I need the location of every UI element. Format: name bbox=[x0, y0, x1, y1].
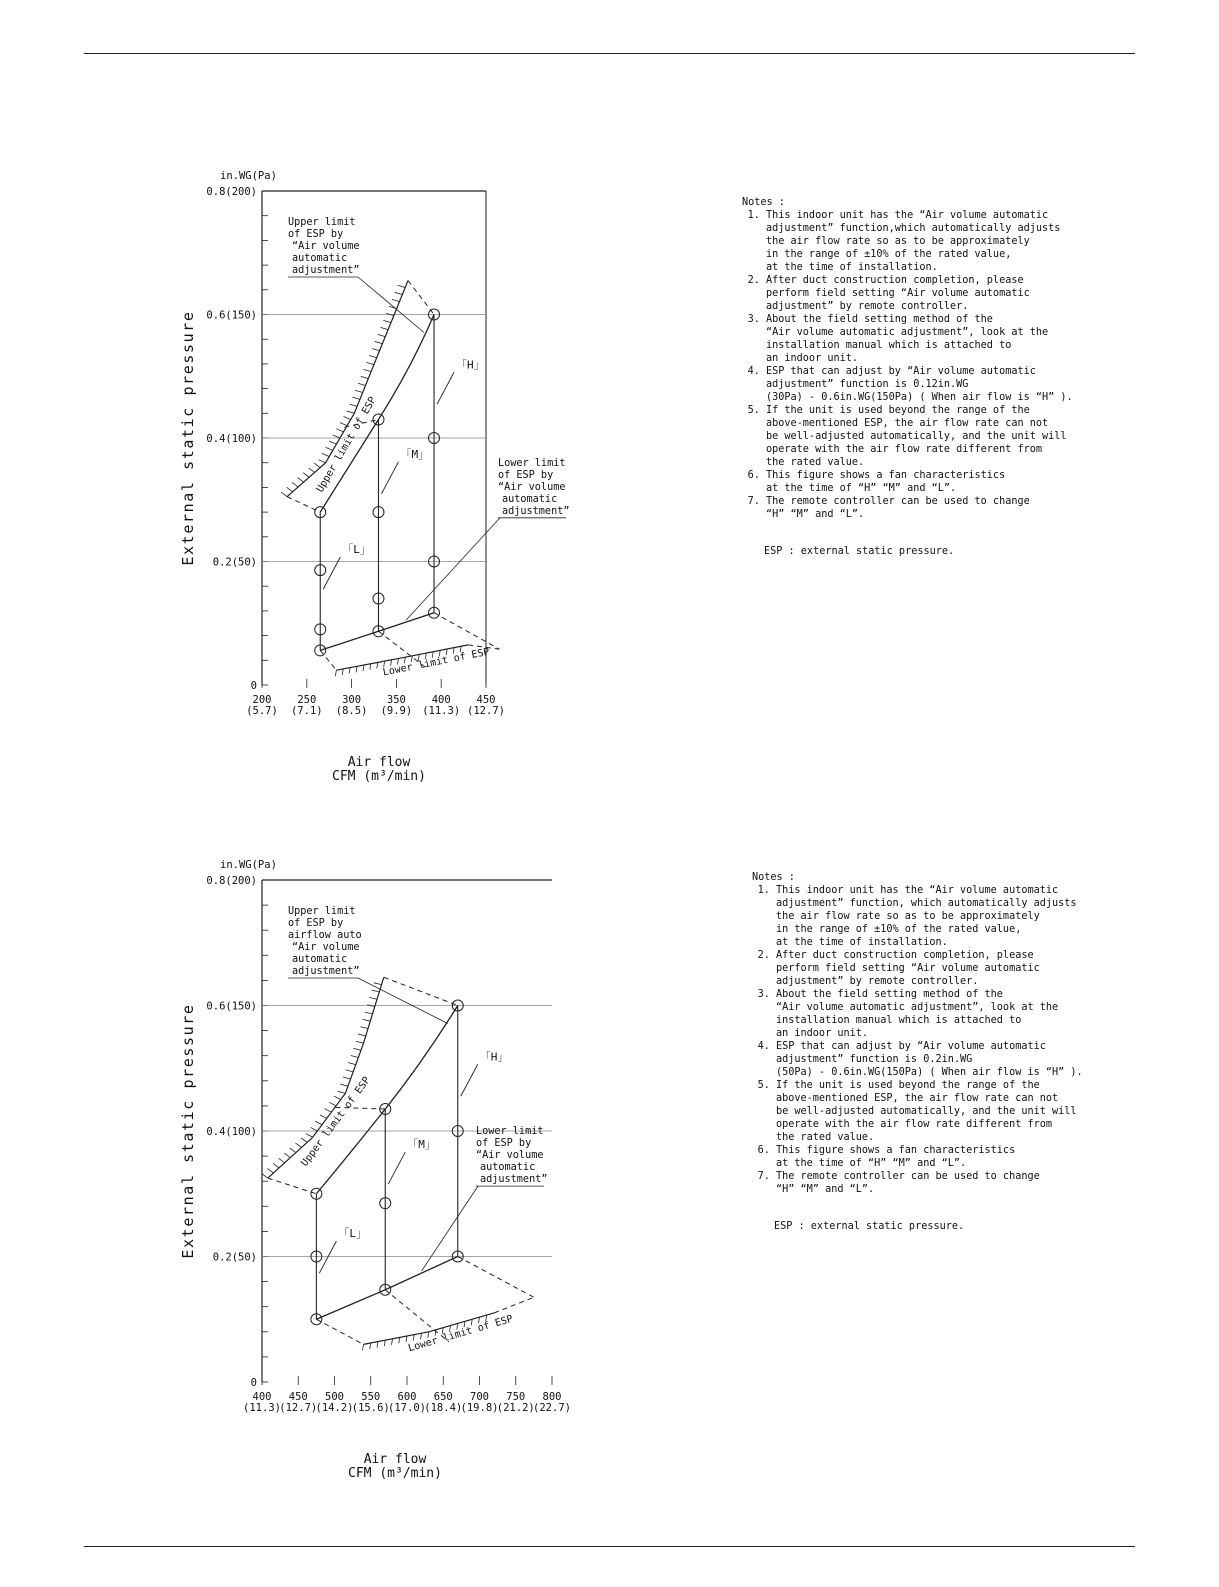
upper-limit-hatch bbox=[340, 1084, 348, 1086]
upper-limit-hatch bbox=[306, 1134, 313, 1138]
upper-limit-annotation: adjustment” bbox=[292, 966, 360, 977]
notes-bottom bbox=[752, 871, 1172, 1233]
lower-limit-annotation: “Air volume bbox=[498, 481, 566, 493]
upper-limit-hatch bbox=[348, 1063, 356, 1065]
upper-limit-hatch bbox=[273, 1163, 279, 1167]
series-label-h: 「H」 bbox=[456, 358, 485, 372]
lower-limit-annotation: adjustment” bbox=[480, 1174, 548, 1186]
upper-limit-hatch bbox=[360, 1027, 368, 1029]
x-axis-unit: CFM (m³/min) bbox=[348, 1466, 442, 1481]
y-unit-label: in.WG(Pa) bbox=[220, 859, 277, 871]
x-tick-label: 200 bbox=[252, 694, 272, 706]
upper-limit-hatch bbox=[315, 1121, 322, 1125]
lower-limit-hatch bbox=[406, 1336, 407, 1342]
lower-limit-curve bbox=[316, 1257, 457, 1320]
upper-limit-curve bbox=[316, 1006, 457, 1194]
dashed-connector bbox=[458, 1257, 534, 1298]
note-item: 4. ESP that can adjust by “Air volume automatic adjustment” function is 0.12in.WG (30Pa) - 0.6in.WG(150Pa) ( When air flow is “H” ). bbox=[766, 365, 1162, 404]
note-item: 1. This indoor unit has the “Air volume automatic adjustment” function,which automatically adjusts the air flow rate so as to be approximately in the range of ±10% of the rated value, at the time of installation. bbox=[766, 209, 1162, 274]
note-item: 7. The remote controller can be used to change “H” “M” and “L”. bbox=[766, 495, 1162, 521]
lower-limit-annotation: of ESP by bbox=[498, 469, 554, 481]
lower-limit-annotation: of ESP by bbox=[476, 1138, 532, 1150]
dashed-connector bbox=[494, 1297, 534, 1313]
y-axis-title: External static pressure bbox=[179, 1003, 197, 1259]
esp-definition: ESP : external static pressure. bbox=[774, 1221, 965, 1232]
y-tick-label: 0 bbox=[250, 680, 257, 692]
lower-limit-hatch bbox=[399, 1337, 400, 1343]
series-label-m: 「M」 bbox=[400, 447, 430, 461]
lower-limit-hatch bbox=[421, 1333, 422, 1339]
dashed-connector bbox=[316, 1319, 363, 1344]
lower-limit-annotation: automatic bbox=[480, 1162, 536, 1174]
upper-limit-hatch bbox=[343, 1077, 351, 1079]
x-tick-label: 450 bbox=[288, 1391, 308, 1403]
upper-limit-hatch bbox=[329, 1102, 336, 1106]
lower-limit-band-label: Lower limit of ESP bbox=[407, 1313, 515, 1355]
upper-limit-annotation: “Air volume bbox=[292, 942, 360, 953]
x-tick-label: 300 bbox=[342, 694, 362, 706]
upper-limit-hatch bbox=[358, 1034, 366, 1036]
series-leader bbox=[461, 1064, 478, 1096]
esp-definition: ESP : external static pressure. bbox=[764, 546, 955, 557]
upper-limit-band-label: Upper limit of ESP bbox=[314, 395, 379, 495]
x-tick-sublabel: (22.7) bbox=[533, 1402, 571, 1414]
upper-limit-hatch bbox=[365, 1012, 373, 1014]
x-tick-label: 550 bbox=[361, 1391, 381, 1403]
upper-limit-hatch bbox=[372, 990, 380, 992]
upper-limit-annotation: automatic bbox=[292, 253, 348, 264]
y-tick-label: 0.2(50) bbox=[212, 1251, 257, 1264]
x-tick-sublabel: (18.4) bbox=[424, 1402, 463, 1414]
upper-limit-hatch bbox=[284, 1153, 290, 1157]
upper-limit-hatch bbox=[353, 1048, 361, 1050]
y-tick-label: 0.2(50) bbox=[212, 556, 257, 569]
x-tick-label: 700 bbox=[470, 1391, 489, 1403]
upper-limit-hatch bbox=[295, 1143, 301, 1147]
lower-limit-hatch bbox=[413, 1335, 414, 1341]
upper-limit-hatch bbox=[334, 1096, 341, 1100]
upper-limit-hatch bbox=[356, 1041, 364, 1043]
lower-limit-annotation: adjustment” bbox=[502, 505, 570, 517]
x-tick-sublabel: (19.8) bbox=[460, 1402, 499, 1414]
x-tick-sublabel: (11.3) bbox=[243, 1402, 281, 1414]
note-item: 6. This figure shows a fan characteristics at the time of “H” “M” and “L”. bbox=[776, 1144, 1172, 1170]
y-tick-label: 0.6(150) bbox=[206, 309, 257, 322]
series-label-l: 「L」 bbox=[338, 1227, 367, 1241]
lower-limit-hatch bbox=[384, 1340, 385, 1346]
upper-limit-hatch bbox=[290, 1148, 296, 1152]
upper-limit-annotation: adjustment” bbox=[292, 265, 360, 276]
upper-limit-hatch bbox=[345, 1070, 353, 1072]
y-axis-title: External static pressure bbox=[179, 310, 197, 566]
x-tick-sublabel: (12.7) bbox=[279, 1402, 318, 1414]
upper-limit-annotation: airflow auto bbox=[288, 930, 362, 941]
upper-limit-annotation: Upper limit bbox=[288, 217, 356, 228]
upper-limit-hatch bbox=[320, 1115, 327, 1119]
upper-limit-annotation: automatic bbox=[292, 954, 348, 965]
lower-limit-hatch bbox=[377, 1342, 378, 1348]
x-tick-label: 400 bbox=[252, 1391, 272, 1403]
upper-limit-band-label: Upper limit of ESP bbox=[299, 1075, 373, 1169]
note-item: 2. After duct construction completion, please perform field setting “Air volume automatic adjustment” by remote controller. bbox=[766, 274, 1162, 313]
notes-top bbox=[742, 196, 1162, 558]
y-tick-label: 0.4(100) bbox=[206, 1126, 257, 1138]
x-tick-label: 400 bbox=[431, 694, 451, 706]
series-label-h: 「H」 bbox=[479, 1050, 509, 1064]
notes-title: Notes : bbox=[752, 872, 795, 883]
note-item: 3. About the field setting method of the “Air volume automatic adjustment”, look at the installation manual which is attached to an indoor unit. bbox=[766, 313, 1162, 365]
upper-limit-annotation: of ESP by bbox=[288, 918, 344, 929]
note-item: 2. After duct construction completion, please perform field setting “Air volume automatic adjustment” by remote controller. bbox=[776, 949, 1172, 988]
upper-limit-hatch bbox=[363, 1019, 371, 1021]
x-tick-label: 800 bbox=[542, 1391, 562, 1403]
note-item: 1. This indoor unit has the “Air volume automatic adjustment” function, which automatically adjusts the air flow rate so as to be approximately in the range of ±10% of the rated value, at the time of installation. bbox=[776, 884, 1172, 949]
upper-limit-hatch bbox=[262, 1174, 268, 1178]
x-tick-label: 500 bbox=[325, 1391, 344, 1403]
lower-limit-annotation: Lower limit bbox=[476, 1126, 544, 1138]
lower-limit-band-label: Lower limit of ESP bbox=[382, 646, 491, 679]
x-tick-sublabel: (17.0) bbox=[388, 1402, 426, 1414]
x-tick-sublabel: (5.7) bbox=[246, 705, 278, 717]
upper-limit-hatch bbox=[369, 997, 377, 999]
lower-limit-annotation: automatic bbox=[502, 493, 558, 505]
lower-limit-hatch bbox=[392, 1339, 393, 1345]
series-leader bbox=[388, 1152, 405, 1184]
upper-limit-hatch bbox=[325, 1109, 332, 1113]
x-tick-sublabel: (9.9) bbox=[380, 705, 413, 717]
notes-title: Notes : bbox=[742, 197, 785, 208]
upper-limit-hatch bbox=[279, 1158, 285, 1162]
lower-limit-annotation: Lower limit bbox=[498, 457, 566, 469]
y-tick-label: 0.4(100) bbox=[206, 433, 257, 445]
x-axis-unit: CFM (m³/min) bbox=[332, 769, 426, 784]
notes-list bbox=[742, 209, 1162, 521]
series-label-l: 「L」 bbox=[342, 543, 371, 557]
note-item: 7. The remote controller can be used to change “H” “M” and “L”. bbox=[776, 1170, 1172, 1196]
y-tick-label: 0 bbox=[250, 1377, 257, 1389]
note-item: 6. This figure shows a fan characteristics at the time of “H” “M” and “L”. bbox=[766, 469, 1162, 495]
x-tick-sublabel: (11.3) bbox=[422, 705, 461, 717]
notes-list bbox=[752, 884, 1172, 1196]
x-tick-label: 450 bbox=[476, 694, 496, 706]
y-tick-label: 0.8(200) bbox=[206, 875, 257, 887]
x-tick-sublabel: (14.2) bbox=[315, 1402, 354, 1414]
dashed-connector bbox=[384, 977, 458, 1005]
x-tick-sublabel: (8.5) bbox=[335, 705, 368, 717]
upper-limit-annotation: “Air volume bbox=[292, 241, 360, 252]
upper-limit-hatch bbox=[374, 983, 382, 985]
y-tick-label: 0.8(200) bbox=[206, 186, 257, 198]
upper-limit-annotation: of ESP by bbox=[288, 229, 344, 240]
x-tick-label: 750 bbox=[506, 1391, 526, 1403]
x-tick-label: 250 bbox=[297, 694, 317, 706]
y-unit-label: in.WG(Pa) bbox=[220, 170, 277, 182]
x-tick-label: 600 bbox=[397, 1391, 417, 1403]
x-tick-label: 350 bbox=[386, 694, 406, 706]
note-item: 4. ESP that can adjust by “Air volume automatic adjustment” function is 0.2in.WG (50Pa) - 0.6in.WG(150Pa) ( When air flow is “H” ). bbox=[776, 1040, 1172, 1079]
note-item: 3. About the field setting method of the “Air volume automatic adjustment”, look at the installation manual which is attached to an indoor unit. bbox=[776, 988, 1172, 1040]
upper-limit-hatch bbox=[267, 1169, 273, 1173]
upper-limit-hatch bbox=[338, 1091, 346, 1093]
note-item: 5. If the unit is used beyond the range of the above-mentioned ESP, the air flow rate can not be well-adjusted automatically, and the unit will operate with the air flow rate different from the rated value. bbox=[776, 1079, 1172, 1144]
upper-limit-hatch bbox=[351, 1055, 359, 1057]
annotation-leader bbox=[422, 1186, 479, 1271]
x-tick-label: 650 bbox=[433, 1391, 453, 1403]
x-axis-title: Air flow bbox=[363, 1452, 427, 1467]
y-tick-label: 0.6(150) bbox=[206, 1000, 257, 1013]
x-tick-sublabel: (15.6) bbox=[351, 1402, 390, 1414]
x-tick-sublabel: (12.7) bbox=[467, 705, 505, 717]
upper-limit-hatch bbox=[301, 1138, 307, 1142]
lower-limit-annotation: “Air volume bbox=[476, 1150, 544, 1162]
lower-limit-hatch bbox=[363, 1344, 364, 1350]
upper-limit-annotation: Upper limit bbox=[288, 906, 356, 917]
dashed-connector bbox=[268, 1178, 317, 1194]
lower-limit-hatch bbox=[370, 1343, 371, 1349]
series-label-m: 「M」 bbox=[407, 1138, 436, 1152]
x-tick-sublabel: (21.2) bbox=[496, 1402, 535, 1414]
x-axis-title: Air flow bbox=[347, 755, 411, 770]
x-tick-sublabel: (7.1) bbox=[290, 705, 323, 717]
note-item: 5. If the unit is used beyond the range of the above-mentioned ESP, the air flow rate can not be well-adjusted automatically, and the unit will operate with the air flow rate different from the rated value. bbox=[766, 404, 1162, 469]
upper-limit-hatch bbox=[311, 1127, 318, 1131]
